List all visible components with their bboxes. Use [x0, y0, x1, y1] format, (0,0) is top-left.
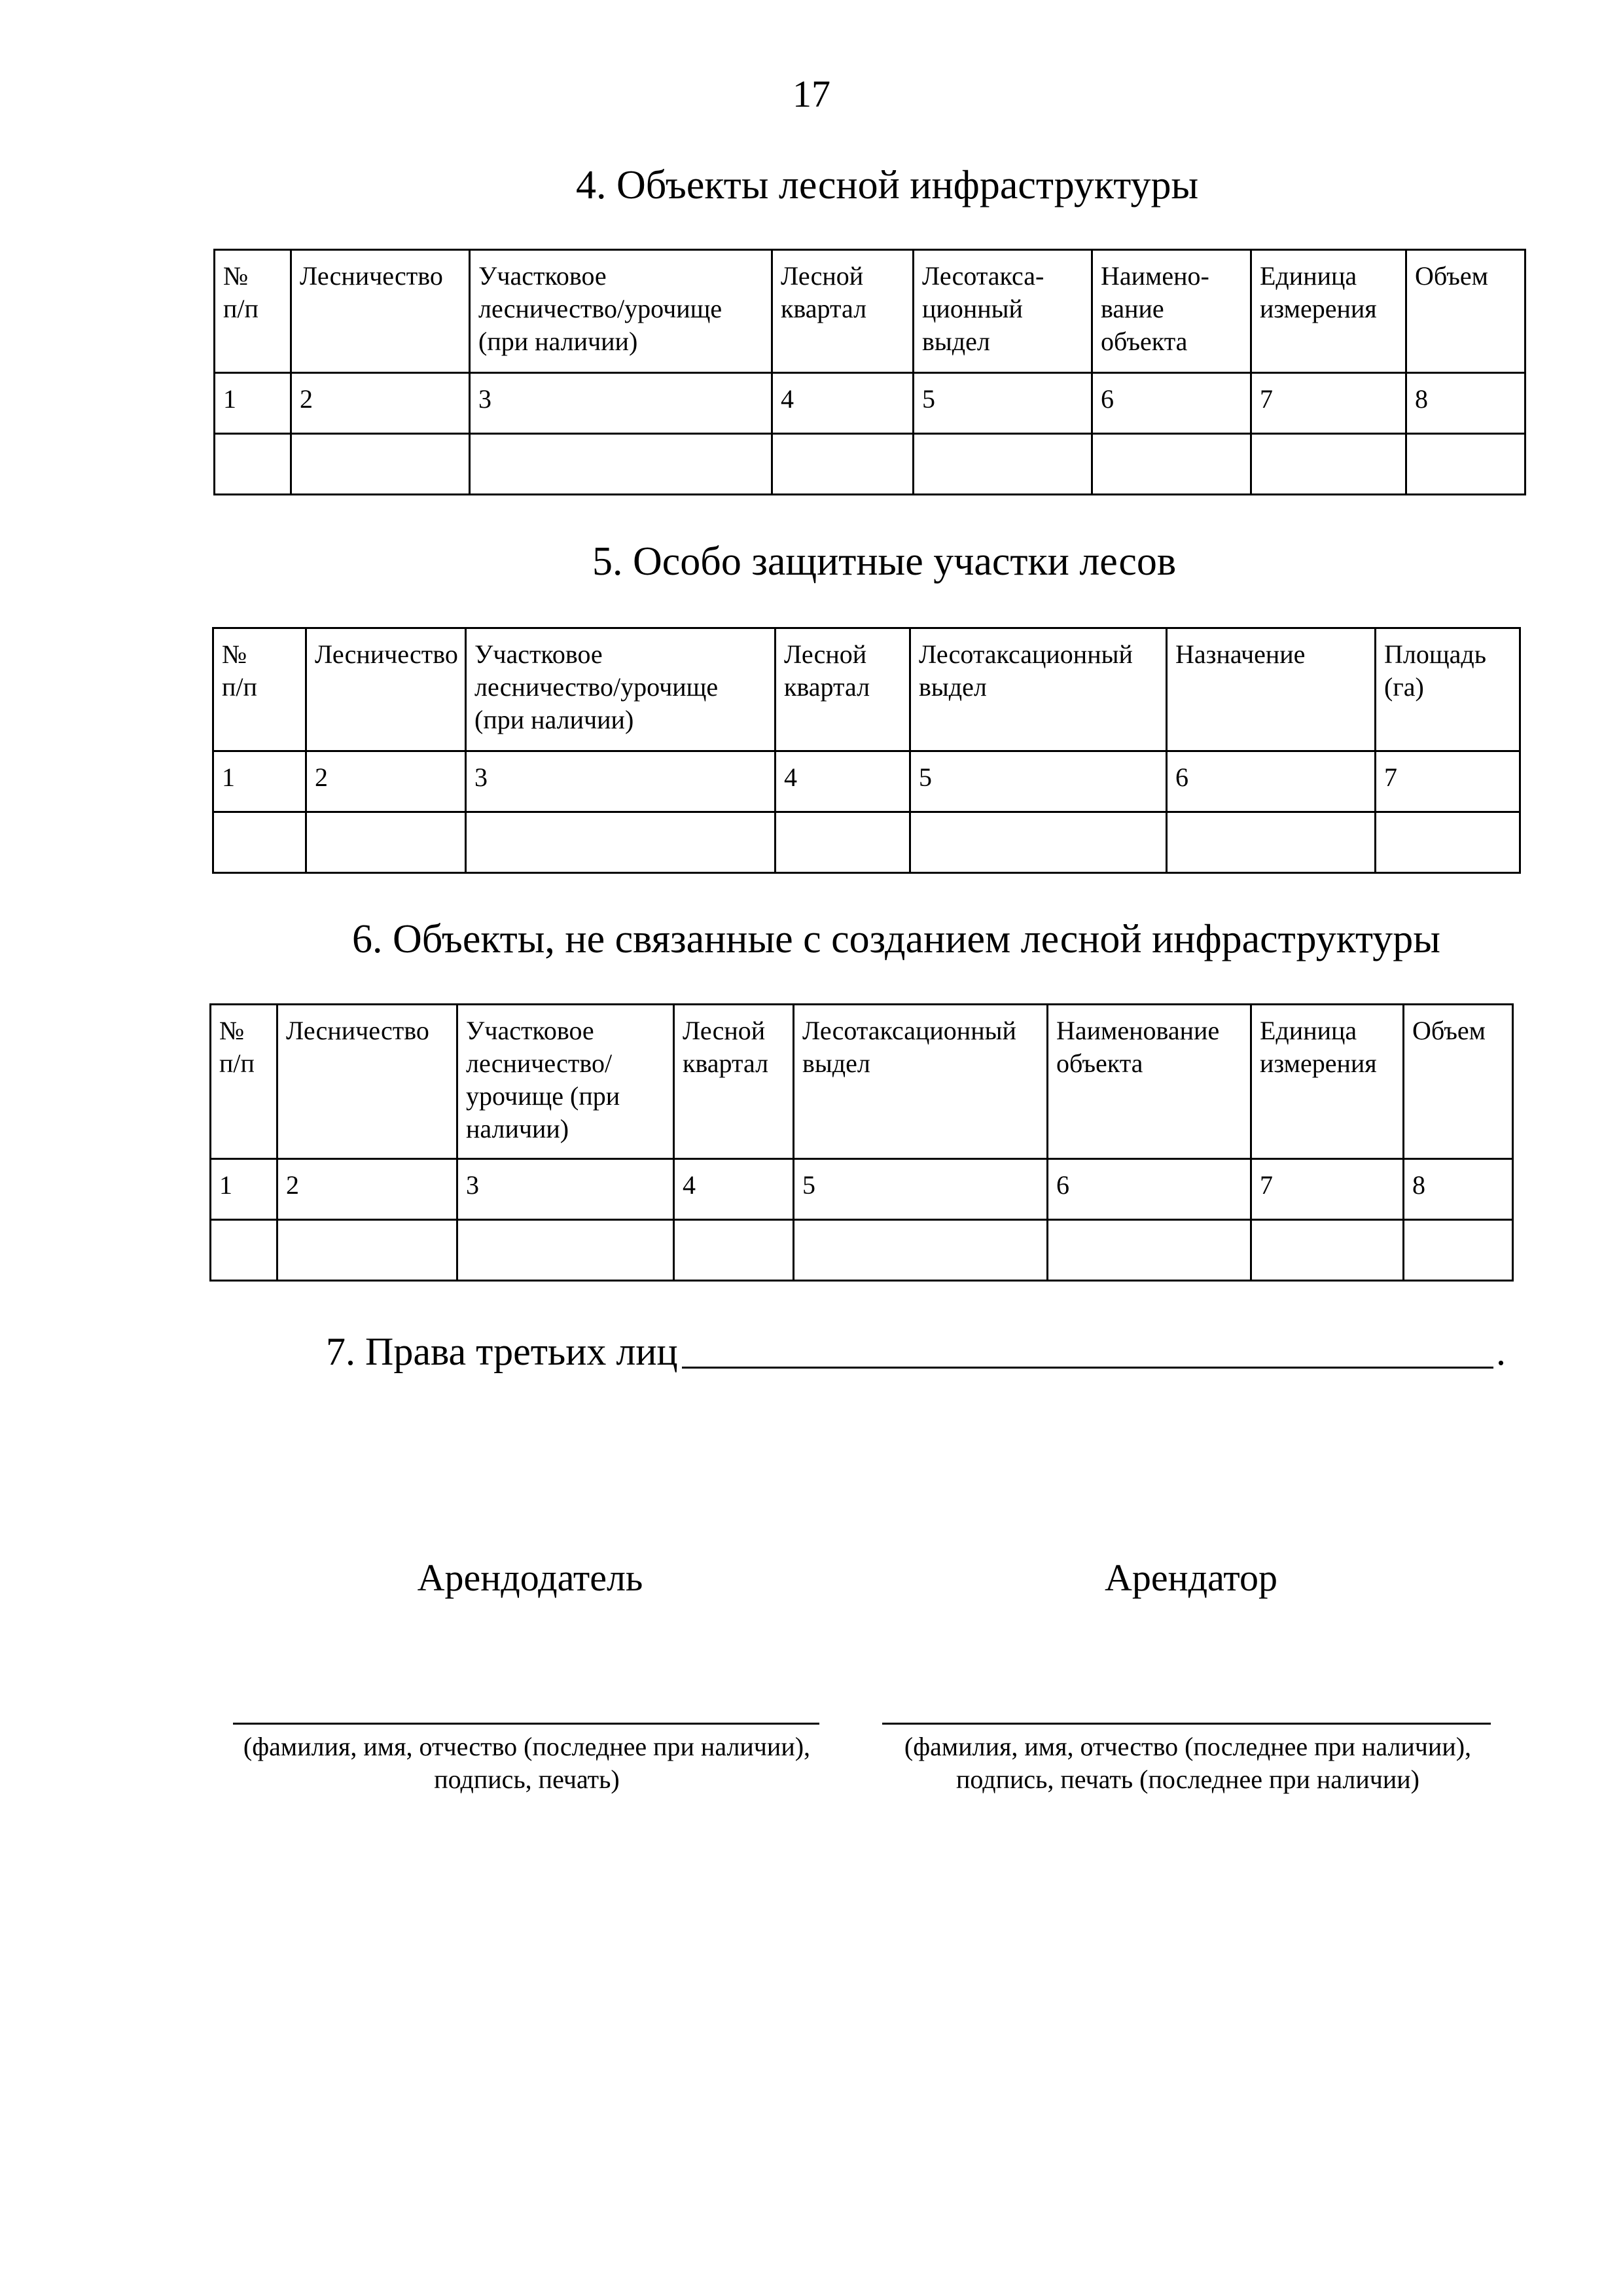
- column-number: 8: [1406, 373, 1525, 434]
- header-district-forestry: Участковое лесничество/ урочище (при наличии): [457, 1005, 674, 1159]
- column-number: 5: [914, 373, 1092, 434]
- empty-cell[interactable]: [1251, 1220, 1404, 1281]
- protective-forest-areas-table: [212, 627, 1521, 874]
- lessor-signature-caption: (фамилия, имя, отчество (последнее при наличии), подпись, печать): [243, 1732, 811, 1794]
- empty-cell[interactable]: [215, 434, 291, 495]
- header-district-forestry: Участковое лесничество/урочище (при наличии): [466, 628, 776, 751]
- header-unit: Единица измерения: [1251, 1005, 1404, 1159]
- section-6-title: 6. Объекты, не связанные с созданием лесной инфраструктуры: [352, 917, 1440, 961]
- third-party-rights-field[interactable]: [682, 1367, 1493, 1369]
- empty-cell[interactable]: [211, 1220, 277, 1281]
- column-number-row: [213, 751, 1520, 812]
- column-number: 2: [277, 1159, 457, 1220]
- column-number: 1: [213, 751, 306, 812]
- header-object-name: Наимено- вание объекта: [1092, 250, 1251, 373]
- empty-cell[interactable]: [470, 434, 772, 495]
- empty-cell[interactable]: [291, 434, 470, 495]
- empty-cell[interactable]: [277, 1220, 457, 1281]
- column-number: 4: [776, 751, 910, 812]
- empty-cell[interactable]: [1251, 434, 1406, 495]
- header-object-name: Наименование объекта: [1048, 1005, 1251, 1159]
- empty-cell[interactable]: [1406, 434, 1525, 495]
- empty-cell[interactable]: [794, 1220, 1048, 1281]
- empty-cell[interactable]: [776, 812, 910, 873]
- lessee-signature-caption: (фамилия, имя, отчество (последнее при наличии), подпись, печать (последнее при наличии): [904, 1732, 1472, 1794]
- header-unit: Единица измерения: [1251, 250, 1406, 373]
- empty-cell[interactable]: [1092, 434, 1251, 495]
- lessee-signature-line[interactable]: [882, 1723, 1491, 1725]
- empty-data-row: [213, 812, 1520, 873]
- empty-cell[interactable]: [1404, 1220, 1513, 1281]
- empty-cell[interactable]: [914, 434, 1092, 495]
- empty-data-row: [211, 1220, 1513, 1281]
- lessee-title: Арендатор: [1104, 1556, 1277, 1599]
- table-header-row: [215, 250, 1525, 373]
- empty-cell[interactable]: [213, 812, 306, 873]
- header-volume: Объем: [1404, 1005, 1513, 1159]
- third-party-rights-label: 7. Права третьих лиц: [326, 1330, 678, 1373]
- column-number: 5: [794, 1159, 1048, 1220]
- page-number: 17: [793, 73, 830, 115]
- column-number: 3: [470, 373, 772, 434]
- column-number: 1: [211, 1159, 277, 1220]
- column-number: 6: [1092, 373, 1251, 434]
- empty-cell[interactable]: [306, 812, 466, 873]
- header-taxation-unit: Лесотаксационный выдел: [794, 1005, 1048, 1159]
- header-area: Площадь (га): [1376, 628, 1520, 751]
- third-party-rights-end: .: [1496, 1330, 1506, 1373]
- header-taxation-unit: Лесотаксационный выдел: [910, 628, 1167, 751]
- lessor-signature-line[interactable]: [233, 1723, 819, 1725]
- header-forestry: Лесничество: [277, 1005, 457, 1159]
- column-number: 7: [1376, 751, 1520, 812]
- header-volume: Объем: [1406, 250, 1525, 373]
- empty-cell[interactable]: [1376, 812, 1520, 873]
- column-number: 7: [1251, 1159, 1404, 1220]
- column-number-row: [211, 1159, 1513, 1220]
- column-number: 2: [291, 373, 470, 434]
- column-number: 3: [457, 1159, 674, 1220]
- header-taxation-unit: Лесотакса- ционный выдел: [914, 250, 1092, 373]
- column-number: 6: [1167, 751, 1376, 812]
- header-purpose: Назначение: [1167, 628, 1376, 751]
- header-row-number: № п/п: [211, 1005, 277, 1159]
- column-number: 8: [1404, 1159, 1513, 1220]
- header-row-number: № п/п: [215, 250, 291, 373]
- header-row-number: № п/п: [213, 628, 306, 751]
- non-infrastructure-objects-table: [209, 1003, 1514, 1282]
- column-number: 3: [466, 751, 776, 812]
- column-number-row: [215, 373, 1525, 434]
- section-5-title: 5. Особо защитные участки лесов: [592, 539, 1177, 584]
- empty-data-row: [215, 434, 1525, 495]
- table-header-row: [211, 1005, 1513, 1159]
- header-forest-quarter: Лесной квартал: [674, 1005, 794, 1159]
- header-district-forestry: Участковое лесничество/урочище (при наличии): [470, 250, 772, 373]
- empty-cell[interactable]: [674, 1220, 794, 1281]
- header-forestry: Лесничество: [291, 250, 470, 373]
- forest-infrastructure-table: [213, 249, 1526, 495]
- column-number: 7: [1251, 373, 1406, 434]
- column-number: 6: [1048, 1159, 1251, 1220]
- empty-cell[interactable]: [457, 1220, 674, 1281]
- column-number: 4: [674, 1159, 794, 1220]
- column-number: 2: [306, 751, 466, 812]
- column-number: 4: [772, 373, 914, 434]
- column-number: 1: [215, 373, 291, 434]
- section-4-title: 4. Объекты лесной инфраструктуры: [576, 163, 1199, 207]
- empty-cell[interactable]: [466, 812, 776, 873]
- empty-cell[interactable]: [910, 812, 1167, 873]
- empty-cell[interactable]: [1167, 812, 1376, 873]
- empty-cell[interactable]: [1048, 1220, 1251, 1281]
- header-forest-quarter: Лесной квартал: [772, 250, 914, 373]
- header-forestry: Лесничество: [306, 628, 466, 751]
- table-header-row: [213, 628, 1520, 751]
- column-number: 5: [910, 751, 1167, 812]
- header-forest-quarter: Лесной квартал: [776, 628, 910, 751]
- empty-cell[interactable]: [772, 434, 914, 495]
- lessor-title: Арендодатель: [417, 1556, 643, 1599]
